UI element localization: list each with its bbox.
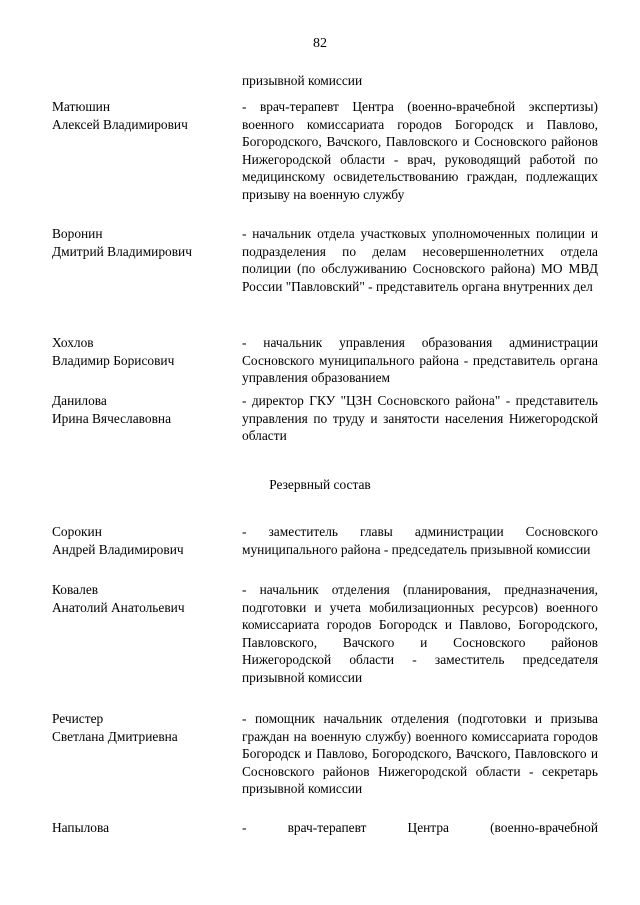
member-given-names: Алексей Владимирович bbox=[52, 116, 188, 132]
member-surname: Сорокин bbox=[52, 524, 102, 539]
member-name bbox=[52, 819, 238, 837]
member-given-names: Светлана Дмитриевна bbox=[52, 728, 178, 744]
member-surname: Хохлов bbox=[52, 335, 94, 350]
member-name bbox=[52, 581, 238, 616]
continuation-text: призывной комиссии bbox=[242, 73, 363, 88]
member-name bbox=[52, 710, 238, 745]
member-given-names: Дмитрий Владимирович bbox=[52, 243, 192, 259]
member-role: - врач-терапевт Центра (военно-врачебной экспертизы) военного комиссариата городов Богородск и Павлово, Богородского, Вачского, Павловского и Сосновского районов Нижегородской области - врач, руководящий работой по медицинскому освидетельствованию граждан, подлежащих призыву на военную службу bbox=[242, 99, 598, 202]
member-name bbox=[52, 98, 238, 133]
member-given-names: Анатолий Анатольевич bbox=[52, 599, 185, 615]
member-role: - начальник отделения (планирования, предназначения, подготовки и учета мобилизационных ресурсов) военного комиссариата городов Богородск и Павлово, Богородского, Павловского, Вачского и Сосновского районов Нижегородской области - заместитель председателя призывной комиссии bbox=[242, 582, 598, 685]
member-role: - начальник управления образования администрации Сосновского муниципального района - представитель органа управления образованием bbox=[242, 335, 598, 386]
member-surname: Ковалев bbox=[52, 582, 99, 597]
member-surname: Воронин bbox=[52, 226, 103, 241]
member-given-names: Владимир Борисович bbox=[52, 352, 175, 368]
member-name bbox=[52, 392, 238, 427]
member-name bbox=[52, 523, 238, 558]
member-role: - врач-терапевт Центра (военно-врачебной bbox=[242, 820, 598, 835]
member-role: - помощник начальник отделения (подготовки и призыва граждан на военную службу) военного комиссариата городов Богородск и Павлово, Богородского, Вачского, Павловского и Сосновского районов Нижегородской области - секретарь призывной комиссии bbox=[242, 711, 598, 797]
page-number: 82 bbox=[313, 36, 327, 51]
member-name bbox=[52, 225, 238, 260]
member-name bbox=[52, 334, 238, 369]
member-surname: Напылова bbox=[52, 820, 110, 835]
member-role: - заместитель главы администрации Сосновского муниципального района - председатель призывной комиссии bbox=[242, 524, 598, 557]
member-surname: Речистер bbox=[52, 711, 104, 726]
member-given-names: Андрей Владимирович bbox=[52, 541, 184, 557]
member-role: - директор ГКУ "ЦЗН Сосновского района" - представитель управления по труду и занятости населения Нижегородской области bbox=[242, 393, 598, 444]
member-given-names: Ирина Вячеславовна bbox=[52, 410, 172, 426]
member-surname: Матюшин bbox=[52, 99, 111, 114]
member-surname: Данилова bbox=[52, 393, 107, 408]
reserve-section-title: Резервный состав bbox=[269, 477, 371, 492]
member-role: - начальник отдела участковых уполномоченных полиции и подразделения по делам несовершеннолетних отдела полиции (по обслуживанию Сосновского района) МО МВД России "Павловский" - представитель органа внутренних дел bbox=[242, 226, 598, 294]
